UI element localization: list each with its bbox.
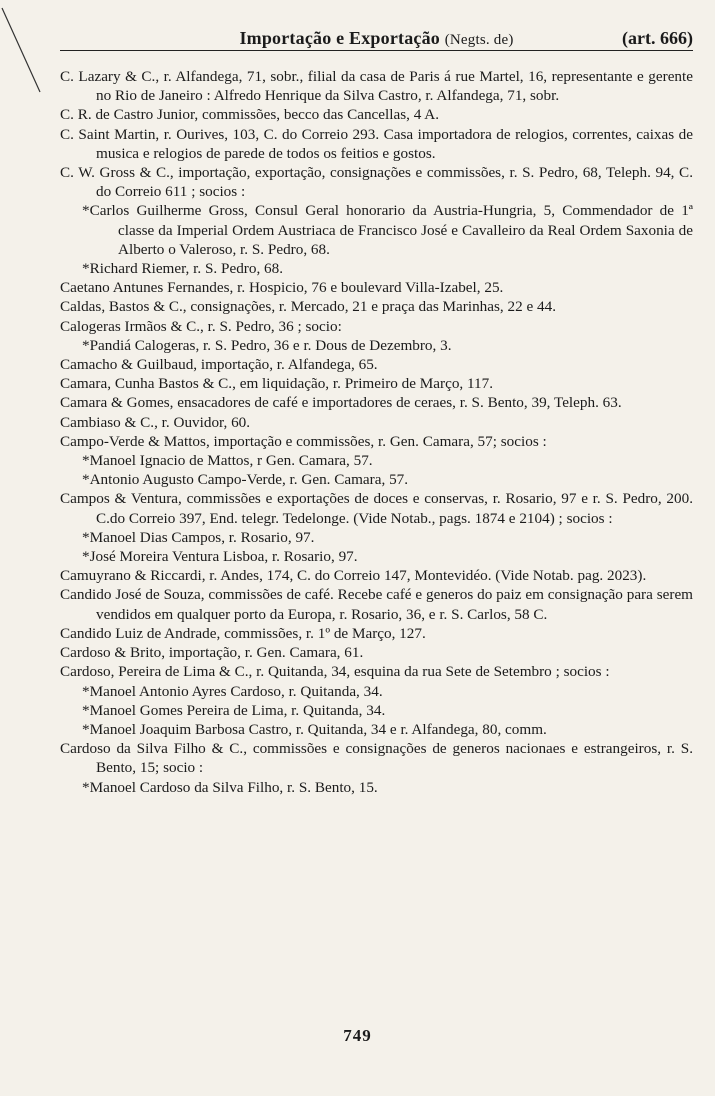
header-title bbox=[60, 28, 693, 49]
directory-entry: Camacho & Guilbaud, importação, r. Alfandega, 65. bbox=[60, 356, 378, 374]
margin-scratch-mark bbox=[0, 0, 60, 140]
header-article-number: (art. 666) bbox=[622, 28, 693, 48]
directory-entry: Calogeras Irmãos & C., r. S. Pedro, 36 ; socio: bbox=[60, 317, 342, 335]
partner-entry: *Manoel Joaquim Barbosa Castro, r. Quitanda, 34 e r. Alfandega, 80, comm. bbox=[82, 720, 547, 738]
directory-entry: C. W. Gross & C., importação, exportação, consignações e commissões, r. S. Pedro, 68, Teleph. 94, C. do Correio 611 ; socios : bbox=[60, 164, 693, 201]
header-title-text: Importação e Exportação bbox=[239, 28, 440, 48]
directory-entry: Candido Luiz de Andrade, commissões, r. 1º de Março, 127. bbox=[60, 624, 426, 642]
partner-entry: *Manoel Cardoso da Silva Filho, r. S. Bento, 15. bbox=[82, 778, 378, 796]
partner-entry: *Manoel Gomes Pereira de Lima, r. Quitanda, 34. bbox=[82, 701, 386, 719]
partner-entry: *Manoel Antonio Ayres Cardoso, r. Quitanda, 34. bbox=[82, 682, 383, 700]
directory-entry: C. Lazary & C., r. Alfandega, 71, sobr., filial da casa de Paris á rue Martel, 16, representante e gerente no Rio de Janeiro : Alfredo Henrique da Silva Castro, r. Alfandega, 71, sobr. bbox=[60, 68, 693, 105]
partner-entry: *Pandiá Calogeras, r. S. Pedro, 36 e r. Dous de Dezembro, 3. bbox=[82, 336, 452, 354]
directory-entry: Campos & Ventura, commissões e exportações de doces e conservas, r. Rosario, 97 e r. S. Pedro, 200. C.do Correio 397, End. telegr. Tedelonge. (Vide Notab., pags. 1874 e 2104) ; socios : bbox=[60, 490, 693, 527]
page-number: 749 bbox=[343, 1026, 372, 1045]
running-header bbox=[60, 26, 693, 51]
directory-entries bbox=[60, 67, 693, 797]
directory-entry: Caetano Antunes Fernandes, r. Hospicio, 76 e boulevard Villa-Izabel, 25. bbox=[60, 279, 504, 297]
directory-entry: C. Saint Martin, r. Ourives, 103, C. do Correio 293. Casa importadora de relogios, correntes, caixas de musica e relogios de parede de todos os feitios e gostos. bbox=[60, 125, 693, 162]
directory-entry: Camuyrano & Riccardi, r. Andes, 174, C. do Correio 147, Montevidéo. (Vide Notab. pag. 2023). bbox=[60, 567, 647, 585]
directory-entry: Cambiaso & C., r. Ouvidor, 60. bbox=[60, 413, 251, 431]
directory-entry: Caldas, Bastos & C., consignações, r. Mercado, 21 e praça das Marinhas, 22 e 44. bbox=[60, 298, 557, 316]
directory-entry: C. R. de Castro Junior, commissões, becco das Cancellas, 4 A. bbox=[60, 106, 440, 124]
partner-entry: *Richard Riemer, r. S. Pedro, 68. bbox=[82, 260, 284, 278]
directory-entry: Candido José de Souza, commissões de café. Recebe café e generos do paiz em consignação para serem vendidos em qualquer porto da Europa, r. Rosario, 36, e r. S. Carlos, 58 C. bbox=[60, 586, 693, 623]
partner-entry: *Antonio Augusto Campo-Verde, r. Gen. Camara, 57. bbox=[82, 471, 409, 489]
directory-entry: Camara & Gomes, ensacadores de café e importadores de ceraes, r. S. Bento, 39, Teleph. 63. bbox=[60, 394, 622, 412]
partner-entry: *Carlos Guilherme Gross, Consul Geral honorario da Austria-Hungria, 5, Commendador de 1ª classe da Imperial Ordem Austriaca de Francisco José e Cavalleiro da Real Ordem Saxonia de Alberto o Valeroso, r. S. Pedro, 68. bbox=[82, 202, 693, 258]
partner-entry: *Manoel Ignacio de Mattos, r Gen. Camara, 57. bbox=[82, 452, 373, 470]
header-subtitle: (Negts. de) bbox=[444, 32, 514, 48]
partner-entry: *José Moreira Ventura Lisboa, r. Rosario, 97. bbox=[82, 548, 358, 566]
directory-entry: Cardoso da Silva Filho & C., commissões e consignações de generos nacionaes e estrangeiros, r. S. Bento, 15; socio : bbox=[60, 740, 693, 777]
directory-entry: Camara, Cunha Bastos & C., em liquidação, r. Primeiro de Março, 117. bbox=[60, 375, 494, 393]
directory-entry: Cardoso, Pereira de Lima & C., r. Quitanda, 34, esquina da rua Sete de Setembro ; socios : bbox=[60, 663, 610, 681]
directory-entry: Cardoso & Brito, importação, r. Gen. Camara, 61. bbox=[60, 644, 364, 662]
directory-entry: Campo-Verde & Mattos, importação e commissões, r. Gen. Camara, 57; socios : bbox=[60, 432, 547, 450]
partner-entry: *Manoel Dias Campos, r. Rosario, 97. bbox=[82, 528, 315, 546]
